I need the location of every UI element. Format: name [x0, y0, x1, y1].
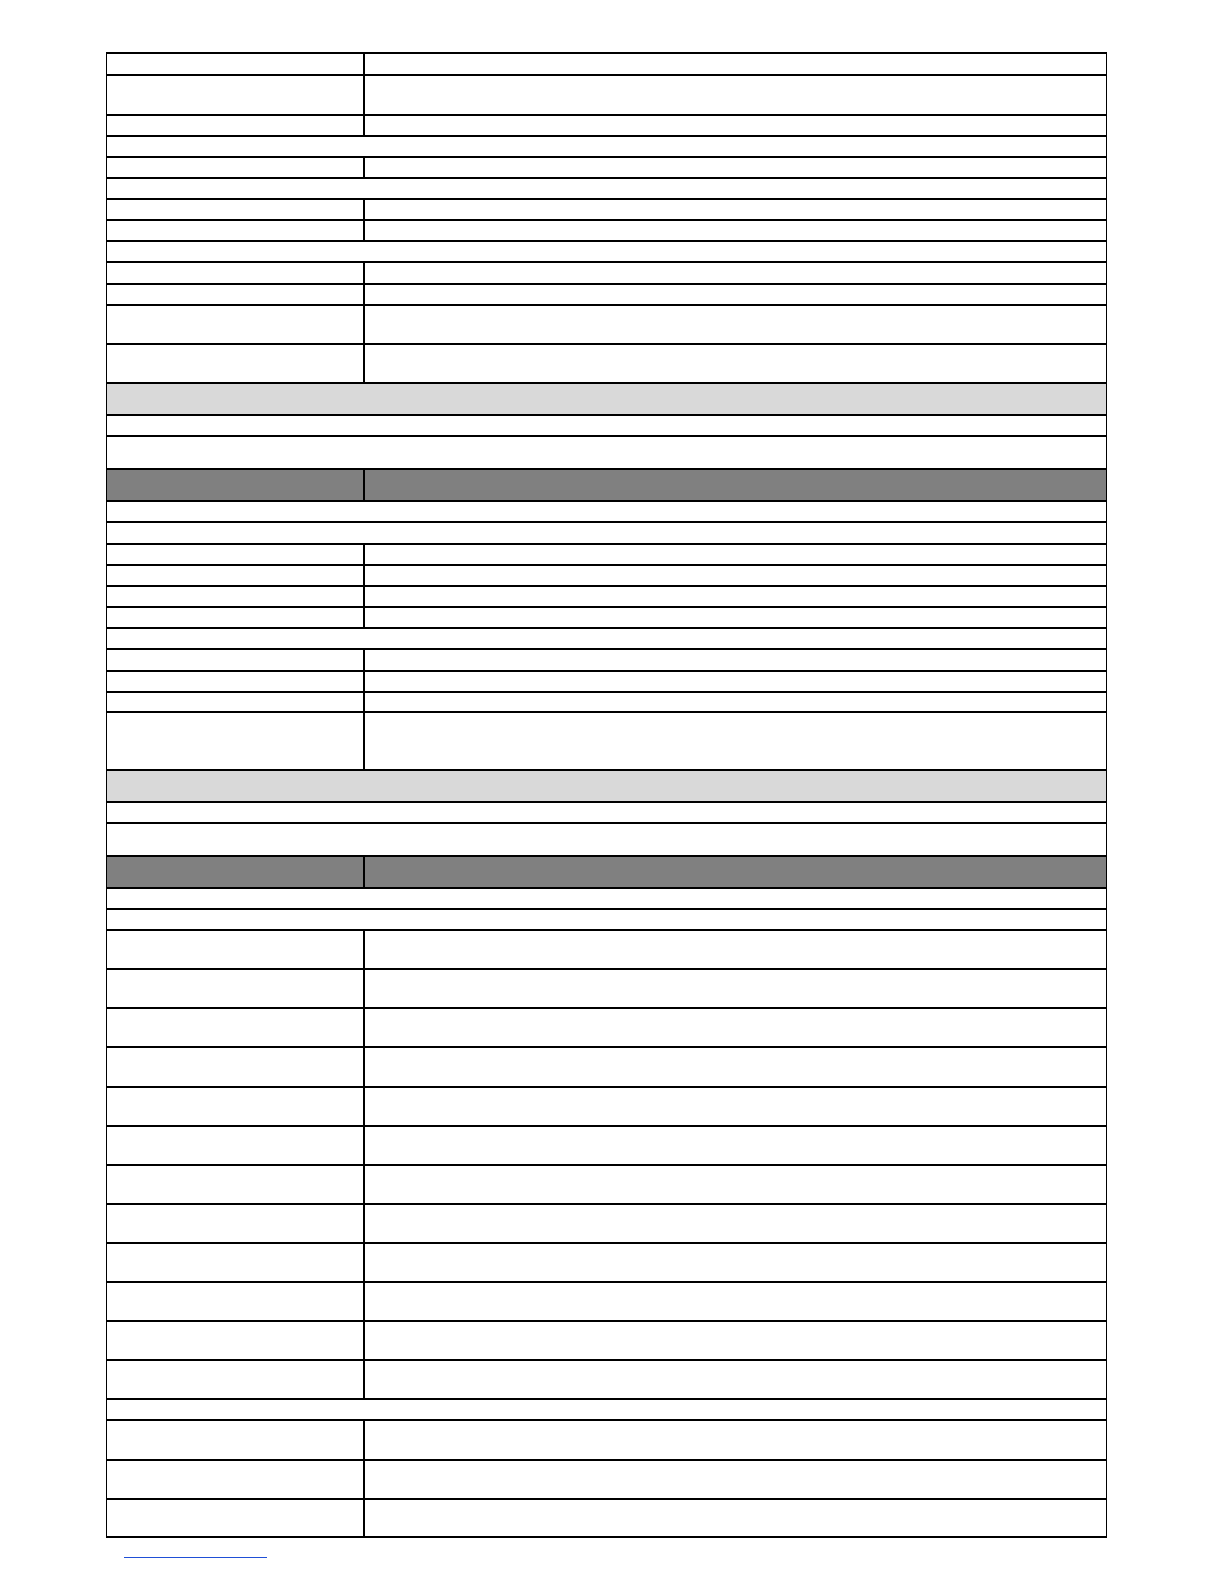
- label-cell: [107, 931, 365, 968]
- label-cell: [107, 158, 365, 177]
- table-row: [106, 1419, 1107, 1459]
- label-cell: [107, 1088, 365, 1125]
- label-cell: [107, 545, 365, 564]
- table-row: [106, 283, 1107, 304]
- label-cell: [107, 1322, 365, 1359]
- label-cell: [107, 1421, 365, 1459]
- table-row: [106, 543, 1107, 564]
- table-row: [106, 1398, 1107, 1419]
- label-cell: [107, 1205, 365, 1242]
- table-row: [106, 435, 1107, 468]
- label-cell: [107, 587, 365, 606]
- table-row: [106, 1359, 1107, 1398]
- table-row: [106, 801, 1107, 822]
- label-cell: [107, 470, 365, 500]
- table-row: [106, 135, 1107, 156]
- table-row: [106, 198, 1107, 219]
- table-row: [106, 343, 1107, 382]
- label-cell: [107, 263, 365, 283]
- label-cell: [107, 650, 365, 670]
- table-row: [106, 1164, 1107, 1203]
- label-cell: [107, 608, 365, 627]
- table-header-row: [106, 468, 1107, 500]
- table-header-row: [106, 855, 1107, 887]
- label-cell: [107, 1244, 365, 1281]
- table-row: [106, 1007, 1107, 1046]
- table-row: [106, 606, 1107, 627]
- label-cell: [107, 1500, 365, 1536]
- section-band-row: [106, 769, 1107, 801]
- label-cell: [107, 1048, 365, 1086]
- label-cell: [107, 221, 365, 240]
- table-row: [106, 564, 1107, 585]
- label-cell: [107, 693, 365, 711]
- table-row: [106, 1498, 1107, 1538]
- label-cell: [107, 970, 365, 1007]
- table-row: [106, 929, 1107, 968]
- label-cell: [107, 1166, 365, 1203]
- label-cell: [107, 200, 365, 219]
- table-row: [106, 1086, 1107, 1125]
- table-row: [106, 1046, 1107, 1086]
- footer-link-underline: [124, 1557, 267, 1558]
- label-cell: [107, 285, 365, 304]
- table-row: [106, 627, 1107, 648]
- table-row: [106, 52, 1107, 74]
- table-row: [106, 1125, 1107, 1164]
- label-cell: [107, 306, 365, 343]
- table-row: [106, 521, 1107, 543]
- table-row: [106, 1203, 1107, 1242]
- label-cell: [107, 713, 365, 769]
- table-row: [106, 670, 1107, 691]
- table-row: [106, 240, 1107, 261]
- table-row: [106, 156, 1107, 177]
- table-row: [106, 908, 1107, 929]
- table-row: [106, 691, 1107, 711]
- table-row: [106, 114, 1107, 135]
- table-row: [106, 887, 1107, 908]
- label-cell: [107, 1361, 365, 1398]
- label-cell: [107, 566, 365, 585]
- table-row: [106, 822, 1107, 855]
- table-row: [106, 648, 1107, 670]
- table-row: [106, 1242, 1107, 1281]
- label-cell: [107, 1283, 365, 1320]
- label-cell: [107, 345, 365, 382]
- section-band-row: [106, 382, 1107, 414]
- label-cell: [107, 1461, 365, 1498]
- table-row: [106, 1320, 1107, 1359]
- table-row: [106, 1281, 1107, 1320]
- label-cell: [107, 54, 365, 74]
- table-row: [106, 1459, 1107, 1498]
- table-row: [106, 414, 1107, 435]
- table-row: [106, 711, 1107, 769]
- table-row: [106, 177, 1107, 198]
- label-cell: [107, 1009, 365, 1046]
- table-row: [106, 74, 1107, 114]
- label-cell: [107, 1127, 365, 1164]
- table-row: [106, 219, 1107, 240]
- label-cell: [107, 672, 365, 691]
- label-cell: [107, 76, 365, 114]
- label-cell: [107, 857, 365, 887]
- table-row: [106, 585, 1107, 606]
- table-row: [106, 500, 1107, 521]
- table-row: [106, 261, 1107, 283]
- label-cell: [107, 116, 365, 135]
- table-row: [106, 968, 1107, 1007]
- table-row: [106, 304, 1107, 343]
